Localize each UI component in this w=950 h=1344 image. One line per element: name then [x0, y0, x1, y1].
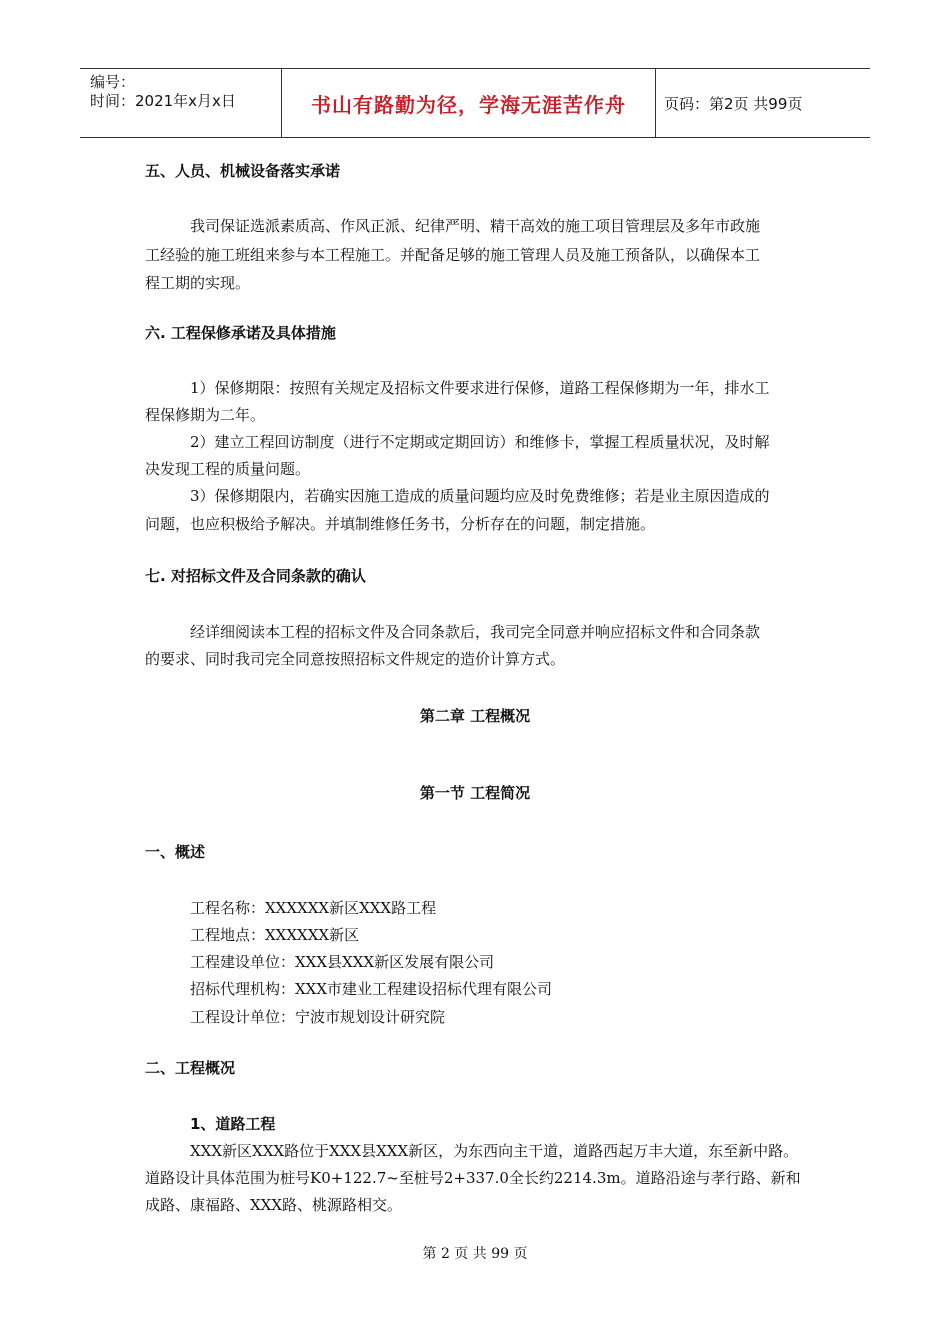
road-paragraph-line: XXX新区XXX路位于XXX县XXX新区，为东西向主干道，道路西起万丰大道，东至新中路。 [190, 1142, 799, 1160]
s5-paragraph-line: 我司保证选派素质高、作风正派、纪律严明、精干高效的施工项目管理层及多年市政施 [190, 217, 761, 235]
section-7-title: 七. 对招标文件及合同条款的确认 [145, 567, 366, 585]
s5-paragraph-line: 工经验的施工班组来参与本工程施工。并配备足够的施工管理人员及施工预备队，以确保本工 [145, 246, 761, 264]
s6-item-line: 1）保修期限：按照有关规定及招标文件要求进行保修，道路工程保修期为一年，排水工 [190, 379, 770, 397]
s7-paragraph-line: 经详细阅读本工程的招标文件及合同条款后，我司完全同意并响应招标文件和合同条款 [190, 623, 761, 641]
date-label: 时间：2021年x月x日 [90, 92, 236, 110]
s7-paragraph-line: 的要求、同时我司完全同意按照招标文件规定的造价计算方式。 [145, 650, 566, 668]
overview-item: 招标代理机构：XXX市建业工程建设招标代理有限公司 [190, 980, 553, 998]
page-footer: 第 2 页 共 99 页 [422, 1246, 528, 1262]
s6-item-line: 程保修期为二年。 [145, 406, 266, 424]
road-paragraph-line: 成路、康福路、XXX路、桃源路相交。 [145, 1196, 403, 1214]
s6-item-line: 3）保修期限内，若确实因施工造成的质量问题均应及时免费维修；若是业主原因造成的 [190, 487, 770, 505]
road-title: 1、道路工程 [190, 1115, 276, 1133]
section-title: 第一节 工程简况 [419, 784, 531, 802]
number-label: 编号： [90, 73, 136, 91]
overview-title: 一、概述 [145, 843, 206, 861]
header-page-label: 页码：第2页 共99页 [664, 94, 803, 113]
chapter-title: 第二章 工程概况 [419, 707, 531, 725]
general-title: 二、工程概况 [145, 1059, 236, 1077]
section-6-title: 六. 工程保修承诺及具体措施 [145, 324, 336, 342]
s6-item-line: 决发现工程的质量问题。 [145, 460, 311, 478]
overview-item: 工程名称：XXXXXX新区XXX路工程 [190, 899, 437, 917]
s6-item-line: 2）建立工程回访制度（进行不定期或定期回访）和维修卡，掌握工程质量状况，及时解 [190, 433, 770, 451]
page-header [80, 68, 870, 138]
s5-paragraph-line: 程工期的实现。 [145, 274, 251, 292]
overview-item: 工程地点：XXXXXX新区 [190, 926, 360, 944]
header-meta [80, 69, 282, 137]
section-5-title: 五、人员、机械设备落实承诺 [145, 162, 341, 180]
road-paragraph-line: 道路设计具体范围为桩号K0+122.7~至桩号2+337.0全长约2214.3m。道路沿途与孝行路、新和 [145, 1169, 801, 1187]
overview-item: 工程建设单位：XXX县XXX新区发展有限公司 [190, 953, 495, 971]
s6-item-line: 问题，也应积极给予解决。并填制维修任务书，分析存在的问题，制定措施。 [145, 515, 656, 533]
overview-item: 工程设计单位：宁波市规划设计研究院 [190, 1008, 446, 1026]
header-motto: 书山有路勤为径，学海无涯苦作舟 [282, 69, 656, 137]
